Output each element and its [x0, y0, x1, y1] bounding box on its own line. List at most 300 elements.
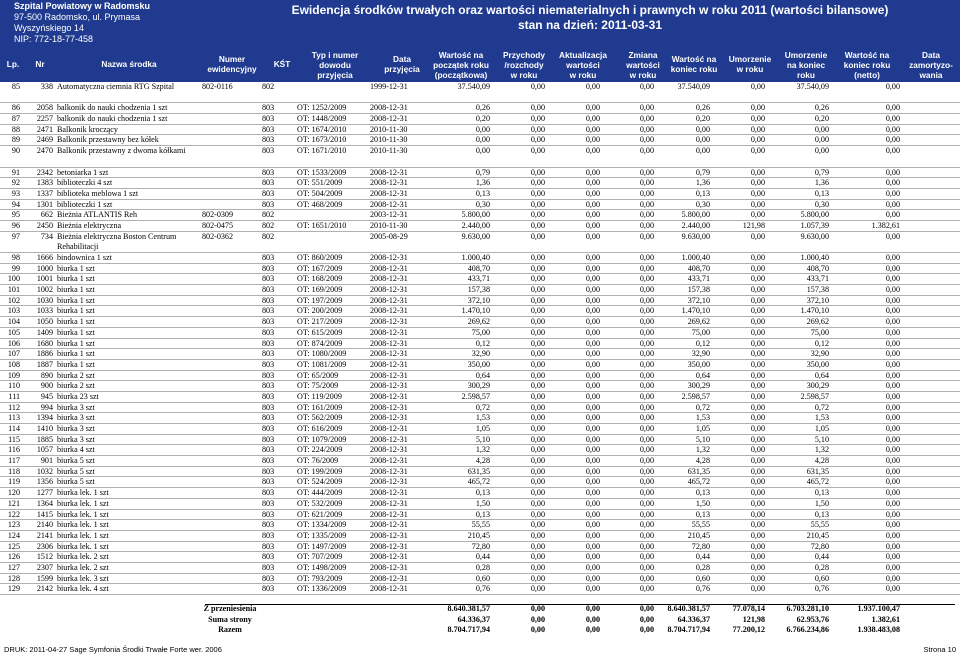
cell-zmiana: 0,00	[639, 146, 654, 156]
cell-typ: OT: 199/2009	[297, 466, 343, 476]
cell-umorzenie-koniec: 0,00	[814, 135, 829, 145]
cell-umorzenie-koniec: 372,10	[806, 295, 829, 305]
cell-wartosc-pocz: 465,72	[467, 477, 490, 487]
cell-wartosc-pocz: 0,60	[475, 573, 490, 583]
company-address-line2: Wyszyńskiego 14	[14, 23, 84, 33]
cell-umorzenie-roku: 0,00	[750, 424, 765, 434]
cell-lp: 125	[7, 541, 20, 551]
cell-aktualizacja: 0,00	[585, 178, 600, 188]
cell-aktualizacja: 0,00	[585, 349, 600, 359]
cell-wartosc-netto: 0,00	[885, 424, 900, 434]
cell-umorzenie-roku: 0,00	[750, 520, 765, 530]
cell-aktualizacja: 0,00	[585, 103, 600, 113]
cell-typ: OT: 874/2009	[297, 338, 343, 348]
table-row	[0, 200, 960, 211]
cell-umorzenie-roku: 0,00	[750, 338, 765, 348]
cell-typ: OT: 616/2009	[297, 424, 343, 434]
cell-przychody: 0,00	[530, 509, 545, 519]
cell-wartosc-pocz: 37.540,09	[457, 82, 490, 91]
cell-kst: 803	[262, 488, 275, 498]
cell-umorzenie-roku: 0,00	[750, 530, 765, 540]
cell-data: 2008-12-31	[370, 349, 408, 359]
col-header-wn-l3: (netto)	[854, 70, 880, 80]
cell-przychody: 0,00	[530, 456, 545, 466]
cell-nr: 2469	[36, 135, 53, 145]
table-row	[0, 445, 960, 456]
cell-umorzenie-koniec: 350,00	[806, 359, 829, 369]
cell-typ: OT: 1533/2009	[297, 167, 347, 177]
cell-nr: 2307	[36, 562, 53, 572]
cell-nazwa: biurka 1 szt	[57, 285, 95, 295]
cell-zmiana: 0,00	[639, 413, 654, 423]
cell-zmiana: 0,00	[639, 552, 654, 562]
cell-nr: 1680	[36, 338, 53, 348]
cell-umorzenie-koniec: 0,44	[814, 552, 829, 562]
cell-lp: 88	[11, 124, 20, 134]
cell-umorzenie-koniec: 1,53	[814, 413, 829, 423]
cell-nazwa: biurka 5 szt	[57, 456, 95, 466]
cell-przychody: 0,00	[530, 263, 545, 273]
cell-kst: 803	[262, 188, 275, 198]
cell-zmiana: 0,00	[639, 253, 654, 263]
cell-umorzenie-roku: 0,00	[750, 285, 765, 295]
cell-zmiana: 0,00	[639, 391, 654, 401]
cell-wartosc-pocz: 2.598,57	[461, 391, 490, 401]
col-header-wk-l2: koniec roku	[670, 64, 718, 74]
cell-umorzenie-koniec: 1.057,39	[800, 220, 829, 230]
cell-wartosc-pocz: 0,12	[475, 338, 490, 348]
cell-kst: 803	[262, 552, 275, 562]
cell-aktualizacja: 0,00	[585, 584, 600, 594]
summary-cell-wartosc-koniec: 8.704.717,94	[667, 625, 710, 635]
cell-wartosc-koniec: 0,64	[695, 370, 710, 380]
cell-zmiana: 0,00	[639, 220, 654, 230]
cell-aktualizacja: 0,00	[585, 445, 600, 455]
cell-przychody: 0,00	[530, 295, 545, 305]
cell-nazwa: biurka 1 szt	[57, 327, 95, 337]
cell-kst: 803	[262, 167, 275, 177]
cell-aktualizacja: 0,00	[585, 306, 600, 316]
cell-aktualizacja: 0,00	[585, 188, 600, 198]
table-row	[0, 253, 960, 264]
cell-zmiana: 0,00	[639, 274, 654, 284]
cell-aktualizacja: 0,00	[585, 317, 600, 327]
cell-umorzenie-roku: 0,00	[750, 477, 765, 487]
cell-lp: 120	[7, 488, 20, 498]
cell-zmiana: 0,00	[639, 424, 654, 434]
summary-cell-wartosc-netto: 1.937.100,47	[857, 604, 900, 613]
cell-kst: 803	[262, 274, 275, 284]
cell-zmiana: 0,00	[639, 445, 654, 455]
cell-wartosc-pocz: 55,55	[471, 520, 490, 530]
cell-umorzenie-roku: 0,00	[750, 456, 765, 466]
cell-lp: 126	[7, 552, 20, 562]
cell-nazwa: betoniarka 1 szt	[57, 167, 109, 177]
cell-wartosc-netto: 0,00	[885, 530, 900, 540]
cell-kst: 803	[262, 573, 275, 583]
cell-umorzenie-roku: 0,00	[750, 552, 765, 562]
cell-wartosc-pocz: 1.470,10	[461, 306, 490, 316]
cell-umorzenie-roku: 0,00	[750, 263, 765, 273]
cell-zmiana: 0,00	[639, 114, 654, 124]
cell-wartosc-koniec: 32,90	[691, 349, 710, 359]
cell-wartosc-koniec: 37.540,09	[677, 82, 710, 91]
cell-wartosc-netto: 0,00	[885, 199, 900, 209]
cell-nr: 1885	[36, 434, 53, 444]
cell-lp: 122	[7, 509, 20, 519]
cell-umorzenie-roku: 0,00	[750, 391, 765, 401]
cell-nr: 1277	[36, 488, 53, 498]
cell-wartosc-koniec: 0,30	[695, 199, 710, 209]
cell-kst: 803	[262, 199, 275, 209]
cell-typ: OT: 167/2009	[297, 263, 343, 273]
cell-typ: OT: 621/2009	[297, 509, 343, 519]
cell-wartosc-pocz: 0,44	[475, 552, 490, 562]
cell-data: 2008-12-31	[370, 295, 408, 305]
cell-aktualizacja: 0,00	[585, 424, 600, 434]
cell-umorzenie-roku: 0,00	[750, 188, 765, 198]
cell-wartosc-pocz: 0,64	[475, 370, 490, 380]
cell-wartosc-pocz: 1,53	[475, 413, 490, 423]
col-header-wp-l3: (początkowa)	[434, 70, 488, 80]
cell-wartosc-pocz: 0,76	[475, 584, 490, 594]
cell-wartosc-koniec: 5.800,00	[681, 210, 710, 220]
cell-aktualizacja: 0,00	[585, 456, 600, 466]
cell-umorzenie-roku: 0,00	[750, 541, 765, 551]
cell-umorzenie-koniec: 5.800,00	[800, 210, 829, 220]
cell-wartosc-pocz: 75,00	[471, 327, 490, 337]
cell-wartosc-koniec: 269,62	[687, 317, 710, 327]
cell-przychody: 0,00	[530, 146, 545, 156]
cell-umorzenie-roku: 0,00	[750, 295, 765, 305]
cell-umorzenie-koniec: 631,35	[806, 466, 829, 476]
cell-lp: 87	[11, 114, 20, 124]
cell-aktualizacja: 0,00	[585, 231, 600, 241]
cell-wartosc-pocz: 0,79	[475, 167, 490, 177]
cell-umorzenie-koniec: 1,05	[814, 424, 829, 434]
cell-nr: 338	[40, 82, 53, 91]
cell-nr: 1599	[36, 573, 53, 583]
cell-nazwa: Bieżnia elektryczna	[57, 220, 122, 230]
cell-nazwa: biurka 1 szt	[57, 317, 95, 327]
cell-umorzenie-koniec: 157,38	[806, 285, 829, 295]
col-header-aktualizacja	[552, 50, 614, 80]
cell-nr: 2257	[36, 114, 53, 124]
cell-wartosc-pocz: 1.000,40	[461, 253, 490, 263]
cell-nr: 1002	[36, 285, 53, 295]
cell-data: 2008-12-31	[370, 178, 408, 188]
cell-wartosc-netto: 0,00	[885, 178, 900, 188]
cell-aktualizacja: 0,00	[585, 210, 600, 220]
cell-data: 2008-12-31	[370, 552, 408, 562]
cell-wartosc-pocz: 32,90	[471, 349, 490, 359]
cell-przychody: 0,00	[530, 488, 545, 498]
cell-przychody: 0,00	[530, 274, 545, 284]
cell-lp: 96	[11, 220, 20, 230]
cell-lp: 105	[7, 327, 20, 337]
col-header-akt-l1: Aktualizacja	[559, 50, 607, 60]
cell-przychody: 0,00	[530, 327, 545, 337]
cell-zmiana: 0,00	[639, 338, 654, 348]
col-header-typ-l3: przyjęcia	[317, 70, 353, 80]
cell-zmiana: 0,00	[639, 488, 654, 498]
cell-aktualizacja: 0,00	[585, 295, 600, 305]
cell-zmiana: 0,00	[639, 381, 654, 391]
summary-label: Z przeniesienia	[203, 604, 257, 613]
cell-wartosc-koniec: 0,72	[695, 402, 710, 412]
cell-wartosc-koniec: 2.440,00	[681, 220, 710, 230]
summary-cell-wartosc-netto: 1.382,61	[871, 614, 900, 624]
cell-kst: 803	[262, 456, 275, 466]
cell-kst: 803	[262, 103, 275, 113]
table-row	[0, 232, 960, 253]
table-row	[0, 328, 960, 339]
cell-zmiana: 0,00	[639, 317, 654, 327]
cell-typ: OT: 1334/2009	[297, 520, 347, 530]
cell-przychody: 0,00	[530, 562, 545, 572]
cell-zmiana: 0,00	[639, 573, 654, 583]
cell-data: 2008-12-31	[370, 509, 408, 519]
cell-typ: OT: 1336/2009	[297, 584, 347, 594]
cell-umorzenie-roku: 0,00	[750, 434, 765, 444]
cell-umorzenie-roku: 0,00	[750, 135, 765, 145]
col-header-prz-l1: Przychody	[503, 50, 545, 60]
cell-zmiana: 0,00	[639, 210, 654, 220]
cell-umorzenie-koniec: 1,50	[814, 498, 829, 508]
table-row	[0, 296, 960, 307]
cell-wartosc-netto: 0,00	[885, 327, 900, 337]
cell-zmiana: 0,00	[639, 584, 654, 594]
col-header-wk-l1: Wartość na	[671, 54, 717, 64]
cell-typ: OT: 217/2009	[297, 317, 343, 327]
cell-nr: 1886	[36, 349, 53, 359]
cell-aktualizacja: 0,00	[585, 562, 600, 572]
cell-aktualizacja: 0,00	[585, 146, 600, 156]
col-header-umorzenie-roku	[722, 54, 778, 74]
cell-typ: OT: 524/2009	[297, 477, 343, 487]
cell-lp: 94	[11, 199, 20, 209]
cell-typ: OT: 1497/2009	[297, 541, 347, 551]
cell-kst: 803	[262, 178, 275, 188]
cell-wartosc-pocz: 72,80	[471, 541, 490, 551]
cell-umorzenie-roku: 0,00	[750, 509, 765, 519]
cell-data: 2008-12-31	[370, 424, 408, 434]
cell-wartosc-pocz: 372,10	[467, 295, 490, 305]
cell-lp: 106	[7, 338, 20, 348]
cell-lp: 86	[11, 103, 20, 113]
cell-umorzenie-koniec: 4,28	[814, 456, 829, 466]
cell-zmiana: 0,00	[639, 562, 654, 572]
cell-nr: 2058	[36, 103, 53, 113]
cell-zmiana: 0,00	[639, 135, 654, 145]
cell-umorzenie-koniec: 75,00	[810, 327, 829, 337]
table-row	[0, 424, 960, 435]
cell-wartosc-netto: 0,00	[885, 338, 900, 348]
cell-nazwa: Bieżnia elektryczna Boston Centrum Rehabilitacji	[57, 231, 177, 252]
summary-cell-wartosc-koniec: 8.640.381,57	[667, 604, 710, 613]
cell-kst: 803	[262, 424, 275, 434]
cell-lp: 118	[8, 466, 20, 476]
cell-umorzenie-roku: 0,00	[750, 114, 765, 124]
cell-przychody: 0,00	[530, 370, 545, 380]
cell-wartosc-netto: 0,00	[885, 381, 900, 391]
cell-nazwa: biurka 1 szt	[57, 306, 95, 316]
cell-typ: OT: 1673/2010	[297, 135, 347, 145]
cell-data: 2010-11-30	[370, 146, 408, 156]
cell-umorzenie-koniec: 0,00	[814, 124, 829, 134]
cell-wartosc-netto: 0,00	[885, 295, 900, 305]
page-footer	[0, 644, 960, 656]
cell-nazwa: biurka lek. 2 szt	[57, 562, 109, 572]
table-row	[0, 371, 960, 382]
cell-nr: 890	[40, 370, 53, 380]
cell-nr: 994	[40, 402, 53, 412]
cell-kst: 803	[262, 253, 275, 263]
cell-umorzenie-koniec: 0,28	[814, 562, 829, 572]
col-header-typ	[300, 50, 370, 80]
cell-przychody: 0,00	[530, 381, 545, 391]
cell-typ: OT: 197/2009	[297, 295, 343, 305]
cell-nr: 900	[40, 381, 53, 391]
cell-nr: 1383	[36, 178, 53, 188]
cell-umorzenie-roku: 0,00	[750, 231, 765, 241]
summary-label: Suma strony	[208, 614, 252, 624]
cell-data: 2008-12-31	[370, 477, 408, 487]
cell-umorzenie-roku: 0,00	[750, 584, 765, 594]
cell-typ: OT: 615/2009	[297, 327, 343, 337]
cell-data: 2008-12-31	[370, 263, 408, 273]
cell-zmiana: 0,00	[639, 434, 654, 444]
cell-wartosc-pocz: 0,13	[475, 188, 490, 198]
summary-cell-zmiana: 0,00	[639, 614, 654, 624]
cell-nazwa: biblioteka meblowa 1 szt	[57, 188, 139, 198]
cell-umorzenie-roku: 0,00	[750, 445, 765, 455]
cell-wartosc-koniec: 372,10	[687, 295, 710, 305]
cell-nazwa: biurka 1 szt	[57, 274, 95, 284]
col-header-prz-l3: w roku	[510, 70, 538, 80]
cell-aktualizacja: 0,00	[585, 520, 600, 530]
page-number: Strona 10	[923, 645, 956, 654]
cell-data: 2008-12-31	[370, 573, 408, 583]
cell-przychody: 0,00	[530, 552, 545, 562]
cell-lp: 90	[11, 146, 20, 156]
cell-kst: 803	[262, 135, 275, 145]
cell-wartosc-koniec: 1.000,40	[681, 253, 710, 263]
cell-umorzenie-koniec: 210,45	[806, 530, 829, 540]
cell-wartosc-pocz: 0,28	[475, 562, 490, 572]
cell-przychody: 0,00	[530, 498, 545, 508]
cell-umorzenie-roku: 0,00	[750, 359, 765, 369]
cell-wartosc-koniec: 2.598,57	[681, 391, 710, 401]
cell-data: 2008-12-31	[370, 306, 408, 316]
cell-wartosc-koniec: 9.630,00	[681, 231, 710, 241]
cell-aktualizacja: 0,00	[585, 552, 600, 562]
cell-lp: 123	[7, 520, 20, 530]
cell-wartosc-koniec: 0,13	[695, 188, 710, 198]
cell-wartosc-pocz: 4,28	[475, 456, 490, 466]
summary-cell-przychody: 0,00	[530, 604, 545, 613]
cell-wartosc-netto: 0,00	[885, 263, 900, 273]
cell-przychody: 0,00	[530, 124, 545, 134]
table-row	[0, 499, 960, 510]
cell-umorzenie-roku: 0,00	[750, 402, 765, 412]
cell-umorzenie-koniec: 0,30	[814, 199, 829, 209]
cell-lp: 114	[8, 424, 20, 434]
cell-przychody: 0,00	[530, 135, 545, 145]
cell-nr: 1409	[36, 327, 53, 337]
cell-data: 1999-12-31	[370, 82, 408, 91]
company-address-line1: 97-500 Radomsko, ul. Prymasa	[14, 12, 141, 22]
cell-kst: 803	[262, 124, 275, 134]
cell-nr: 1364	[36, 498, 53, 508]
table-row	[0, 210, 960, 221]
cell-umorzenie-roku: 0,00	[750, 349, 765, 359]
cell-wartosc-netto: 0,00	[885, 231, 900, 241]
cell-aktualizacja: 0,00	[585, 199, 600, 209]
cell-wartosc-pocz: 1,36	[475, 178, 490, 188]
cell-wartosc-netto: 0,00	[885, 477, 900, 487]
table-row	[0, 392, 960, 403]
cell-umorzenie-koniec: 465,72	[806, 477, 829, 487]
cell-zmiana: 0,00	[639, 306, 654, 316]
cell-data: 2008-12-31	[370, 530, 408, 540]
col-header-przychody	[494, 50, 554, 80]
cell-nazwa: biurka lek. 1 szt	[57, 498, 109, 508]
cell-nazwa: bindownica 1 szt	[57, 253, 112, 263]
cell-wartosc-koniec: 350,00	[687, 359, 710, 369]
cell-wartosc-pocz: 0,26	[475, 103, 490, 113]
cell-umorzenie-koniec: 433,71	[806, 274, 829, 284]
col-header-prz-l2: /rozchody	[504, 60, 544, 70]
cell-przychody: 0,00	[530, 413, 545, 423]
col-header-akt-l3: w roku	[569, 70, 597, 80]
cell-umorzenie-roku: 0,00	[750, 413, 765, 423]
cell-typ: OT: 1335/2009	[297, 530, 347, 540]
cell-nazwa: Bieżnia ATLANTIS Reh	[57, 210, 138, 220]
cell-typ: OT: 1252/2009	[297, 103, 347, 113]
cell-wartosc-pocz: 433,71	[467, 274, 490, 284]
cell-wartosc-netto: 0,00	[885, 253, 900, 263]
cell-nazwa: biurka lek. 3 szt	[57, 573, 109, 583]
cell-przychody: 0,00	[530, 210, 545, 220]
cell-wartosc-netto: 0,00	[885, 167, 900, 177]
cell-numer: 802-0309	[202, 210, 234, 220]
cell-typ: OT: 551/2009	[297, 178, 343, 188]
cell-aktualizacja: 0,00	[585, 498, 600, 508]
summary-row	[0, 625, 960, 636]
table-row	[0, 274, 960, 285]
cell-zmiana: 0,00	[639, 82, 654, 91]
cell-wartosc-netto: 0,00	[885, 135, 900, 145]
cell-nazwa: biurka lek. 4 szt	[57, 584, 109, 594]
cell-umorzenie-koniec: 0,60	[814, 573, 829, 583]
cell-aktualizacja: 0,00	[585, 124, 600, 134]
cell-numer: 802-0362	[202, 231, 234, 241]
col-header-nr	[26, 59, 54, 69]
cell-wartosc-netto: 0,00	[885, 359, 900, 369]
summary-cell-umorzenie-roku: 77.200,12	[732, 625, 765, 635]
cell-nazwa: biurka 3 szt	[57, 413, 95, 423]
cell-wartosc-koniec: 0,20	[695, 114, 710, 124]
cell-wartosc-netto: 0,00	[885, 285, 900, 295]
col-header-numer	[200, 54, 264, 74]
cell-wartosc-netto: 0,00	[885, 488, 900, 498]
cell-wartosc-koniec: 0,79	[695, 167, 710, 177]
cell-przychody: 0,00	[530, 402, 545, 412]
cell-kst: 803	[262, 317, 275, 327]
cell-data: 2008-12-31	[370, 370, 408, 380]
table-row	[0, 563, 960, 574]
